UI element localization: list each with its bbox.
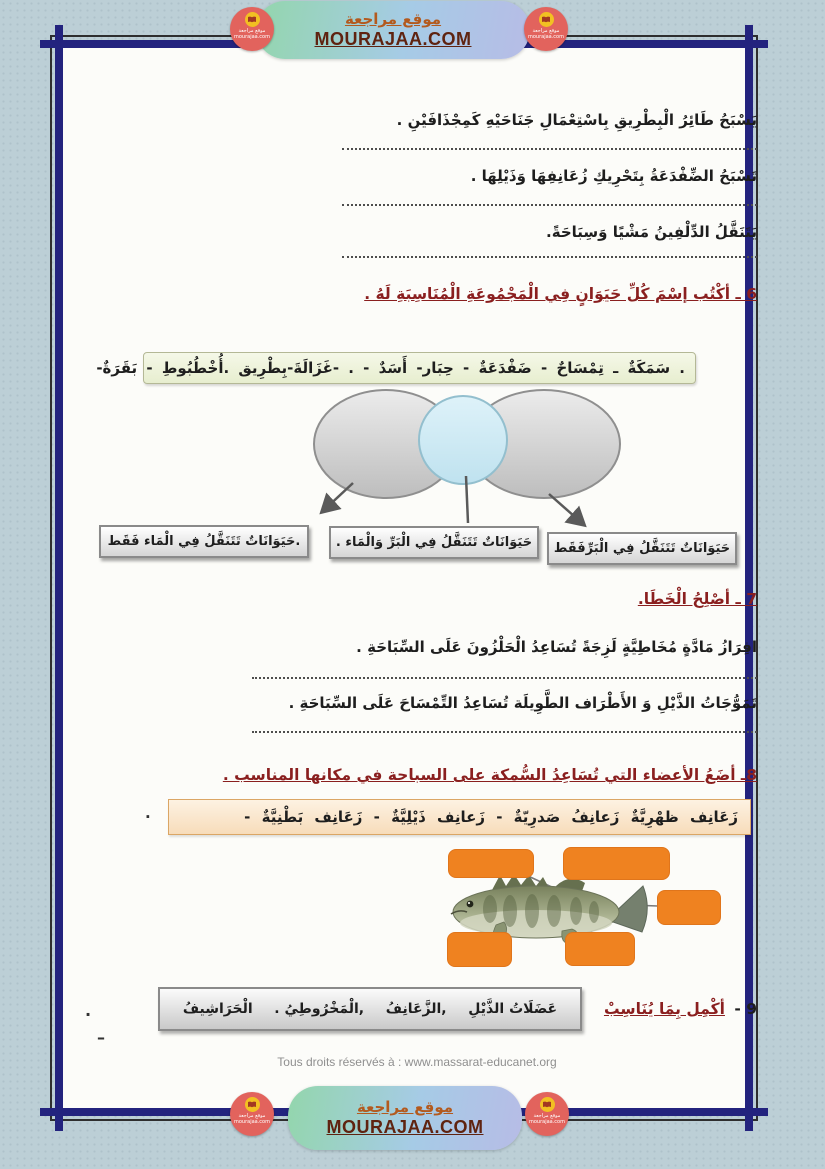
exercise8-title: 8ـ أضَعُ الأعضاء التي تُسَاعِدُ السُّمكة على السباحة في مكانها المناسب . — [222, 766, 757, 784]
answer-box-dorsal-fin[interactable] — [448, 849, 534, 878]
exercise9-title — [604, 1000, 757, 1018]
exercise9-title-text: أكْمِل بِمَا يُنَاسِبْ — [603, 1000, 725, 1018]
intro-sentence-dolphin: يَتَنَقَّلُ الدِّلْفِينُ مَشْيًا وَسِبَاحَةً. — [546, 223, 757, 241]
site-logo — [230, 7, 274, 51]
answer-blank[interactable] — [252, 729, 757, 733]
answer-blank[interactable] — [342, 254, 757, 258]
site-name-link[interactable]: MOURAJAA.COM — [314, 28, 472, 49]
word-tail-muscles: عَضَلَاتُ الذَّيْلِ — [468, 1001, 558, 1017]
venn-arrow-right — [549, 494, 583, 524]
word-scales: الْحَرَاشِيفُ — [182, 1001, 253, 1017]
header-site-banner[interactable] — [256, 1, 530, 59]
exercise7-sentence-crocodile: تَمَوُّجَاتُ الذَّيْلِ وَ الأَطْرَاف الطَّوِيلَة تُسَاعِدُ التِّمْسَاحَ عَلَى السِّبَاحَةِ . — [288, 694, 757, 712]
book-icon — [245, 12, 260, 27]
answer-box-rear-dorsal-fin[interactable] — [563, 847, 670, 880]
answer-box-tail-fin[interactable] — [657, 890, 721, 925]
word-conical: ,الْمَخْرُوطِيُ . — [274, 1001, 365, 1017]
logo-text-en: mourajaa.com — [528, 1118, 565, 1125]
exercise9-row — [77, 987, 757, 1047]
exercise7-title: 7 ـ أصْلِحُ الْخَطَا. — [637, 590, 757, 608]
logo-text-ar: موقع مراجعة — [532, 28, 560, 34]
answer-blank[interactable] — [342, 202, 757, 206]
footer-site-banner[interactable] — [288, 1086, 522, 1150]
document-page — [55, 40, 757, 1116]
logo-text-ar: موقع مراجعة — [533, 1113, 561, 1119]
answer-box-anal-fin[interactable] — [565, 932, 635, 966]
venn-label-water-only: .حَيَوَانَاتٌ تَتَنَقَّلُ فِي الْمَاء فَقَط — [99, 525, 309, 558]
logo-text-ar: موقع مراجعة — [238, 28, 266, 34]
exercise9-word-bank — [158, 987, 582, 1031]
answer-box-pelvic-fin[interactable] — [447, 932, 512, 967]
site-logo — [230, 1092, 274, 1136]
exercise6-word-bank: . سَمَكَةٌ ـ تِمْسَاحٌ - ضَفْدَعَةٌ - حِبَار- أَسَدٌ - . -غَزَالَةَ-بِطْرِيق .أُخْطُبُوطِ - بَقَرَةٌ- — [143, 352, 696, 384]
exercise8-word-bank — [145, 799, 751, 835]
site-name-arabic-link[interactable]: موقع مراجعة — [344, 9, 442, 28]
exercise7-sentence-snail: افِرَازُ مَادَّةٍ مُخَاطِيَّةٍ لَزِجَةً تُسَاعِدُ الْحَلْزُونَ عَلَى السِّبَاحَةِ . — [356, 638, 757, 656]
fish-diagram — [436, 839, 726, 973]
site-name-link[interactable]: MOURAJAA.COM — [326, 1116, 484, 1137]
exercise9-number: 9 - — [734, 1000, 757, 1018]
copyright-text: Tous droits réservés à : www.massarat-educanet.org — [277, 1055, 557, 1069]
logo-text-en: mourajaa.com — [233, 1118, 270, 1125]
intro-sentence-penguin: يَسْبَحُ طَائِرُ الْبِطْرِيقِ بِاسْتِعْمَالِ جَنَاحَيْهِ كَمِجْذَافَيْنِ . — [396, 111, 757, 129]
answer-blank[interactable] — [342, 146, 757, 150]
site-logo — [524, 7, 568, 51]
site-logo — [525, 1092, 569, 1136]
site-name-arabic-link[interactable]: موقع مراجعة — [356, 1097, 454, 1116]
exercise8-word-bank-text: زَعَانِف ظهْرِيَّةٌ زَعانِفُ صَدرِيّةٌ - زَعانِف ذَيْلِيَّةٌ - زَعَانِف بَطْنِيَّةٌ - — [244, 808, 738, 826]
exercise6-title: 6 ـ أكْتُب إسْمَ كُلِّ حَيَوَانٍ فِي الْمَجْمُوعَةِ الْمُنَاسِبَةِ لَهُ . — [364, 285, 757, 303]
logo-text-en: mourajaa.com — [527, 33, 564, 40]
venn-diagram — [93, 388, 757, 530]
venn-label-land-and-water: حَيَوَانَاتٌ تَتَنَقَّلُ فِي الْبَرِّ وَالْمَاء . — [329, 526, 539, 559]
venn-intersection-circle[interactable] — [419, 396, 507, 484]
venn-arrow-left — [323, 483, 353, 511]
book-icon — [245, 1097, 260, 1112]
logo-text-ar: موقع مراجعة — [238, 1113, 266, 1119]
venn-labels-row — [77, 526, 757, 559]
intro-sentence-frog: تَسْبَحُ الضِّفْدَعَةُ بِتَحْرِيكِ زُعَانِفِهَا وَذَيْلِهَا . — [470, 167, 757, 185]
stray-dash: – — [97, 1028, 105, 1047]
venn-label-land-only: حَيَوَانَاتٌ تَتَنَقَّلُ فِي الْبَرِّفَقَط — [547, 532, 737, 565]
stray-dot: . — [85, 1001, 92, 1020]
logo-text-en: mourajaa.com — [233, 33, 270, 40]
book-icon — [540, 1097, 555, 1112]
word-fins: ,الزَّعَانِفُ — [385, 1001, 447, 1017]
stray-dot: . — [145, 804, 151, 822]
answer-blank[interactable] — [252, 675, 757, 679]
book-icon — [539, 12, 554, 27]
page-content — [63, 48, 761, 1069]
